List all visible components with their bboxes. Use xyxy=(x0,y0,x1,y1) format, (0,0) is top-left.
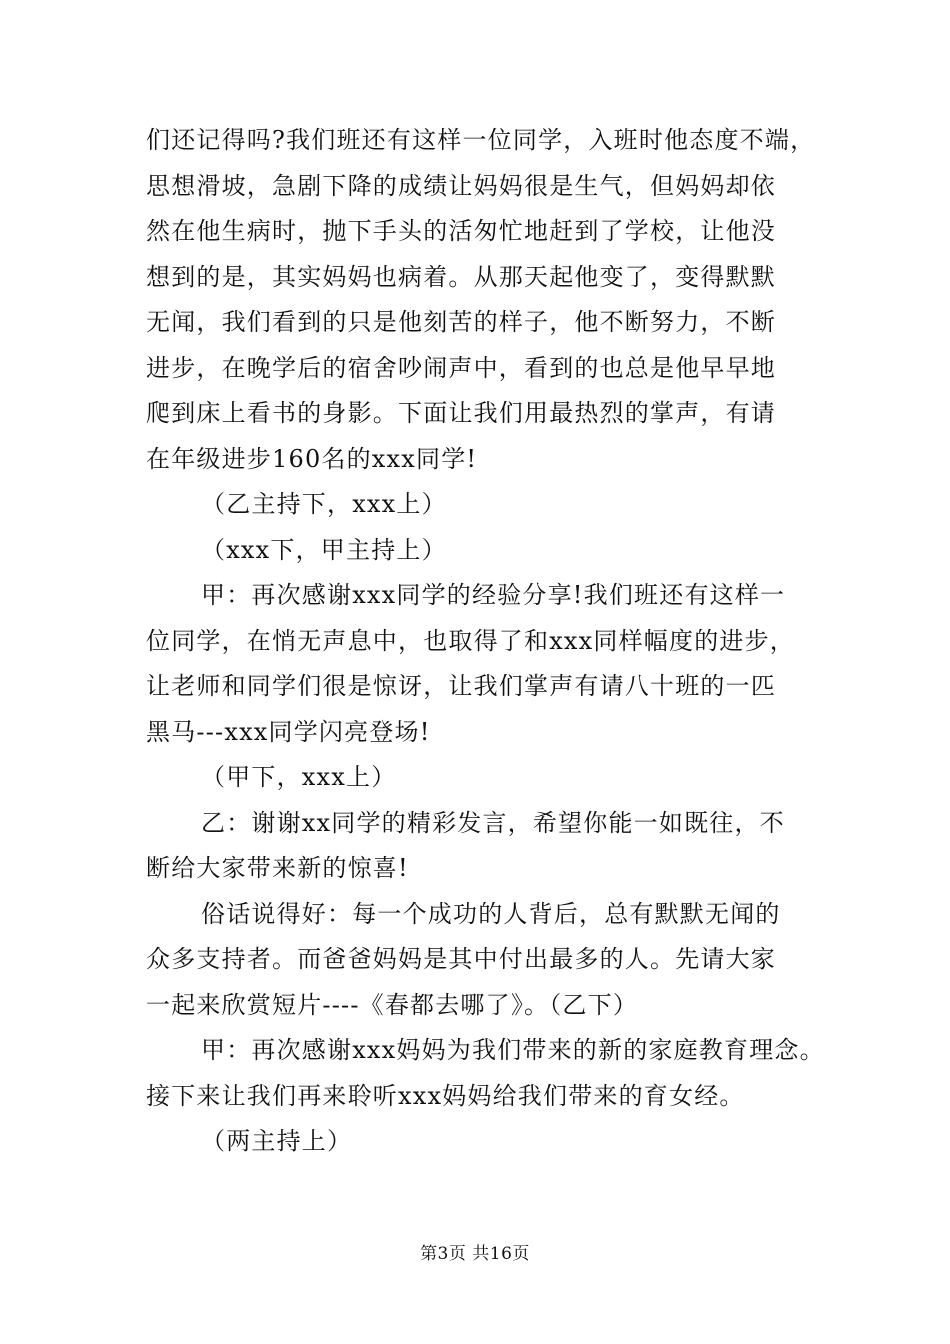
text-line: 黑马---xxx同学闪亮登场! xyxy=(146,717,431,746)
text-line: 甲：再次感谢xxx同学的经验分享!我们班还有这样一 xyxy=(201,581,786,609)
text-line: 无闻，我们看到的只是他刻苦的样子，他不断努力，不断 xyxy=(146,308,776,336)
text-line: 位同学，在悄无声息中，也取得了和xxx同样幅度的进步， xyxy=(146,626,796,655)
text-line: 一起来欣赏短片----《春都去哪了》。（乙下） xyxy=(146,990,639,1019)
body-text xyxy=(146,118,836,1165)
text-line: 思想滑坡，急剧下降的成绩让妈妈很是生气，但妈妈却依 xyxy=(146,171,776,200)
text-line: 让老师和同学们很是惊讶，让我们掌声有请八十班的一匹 xyxy=(146,672,776,700)
text-line: 在年级进步160名的xxx同学! xyxy=(146,444,478,473)
text-line: 甲：再次感谢xxx妈妈为我们带来的新的家庭教育理念。 xyxy=(201,1036,825,1064)
text-line: 进步，在晚学后的宿舍吵闹声中，看到的也总是他早早地 xyxy=(146,353,776,382)
text-line: 想到的是，其实妈妈也病着。从那天起他变了，变得默默 xyxy=(146,262,776,291)
text-line: 俗话说得好：每一个成功的人背后，总有默默无闻的 xyxy=(201,899,781,928)
stage-direction: （甲下，xxx上） xyxy=(201,763,397,791)
stage-direction: （两主持上） xyxy=(201,1127,353,1155)
text-line: 们还记得吗?我们班还有这样一位同学，入班时他态度不端， xyxy=(146,126,816,154)
text-line: 接下来让我们再来聆听xxx妈妈给我们带来的育女经。 xyxy=(146,1081,745,1110)
text-line: 然在他生病时，抛下手头的活匆忙地赶到了学校，让他没 xyxy=(146,217,776,245)
text-line: 断给大家带来新的惊喜! xyxy=(146,854,409,882)
text-line: 众多支持者。而爸爸妈妈是其中付出最多的人。先请大家 xyxy=(146,945,776,973)
page-number-footer: 第3页 共16页 xyxy=(420,1244,530,1264)
stage-direction: （xxx下，甲主持上） xyxy=(201,535,447,564)
text-line: 爬到床上看书的身影。下面让我们用最热烈的掌声，有请 xyxy=(146,399,776,427)
stage-direction: （乙主持下，xxx上） xyxy=(201,490,447,518)
text-line: 乙：谢谢xx同学的精彩发言，希望你能一如既往，不 xyxy=(201,808,785,837)
